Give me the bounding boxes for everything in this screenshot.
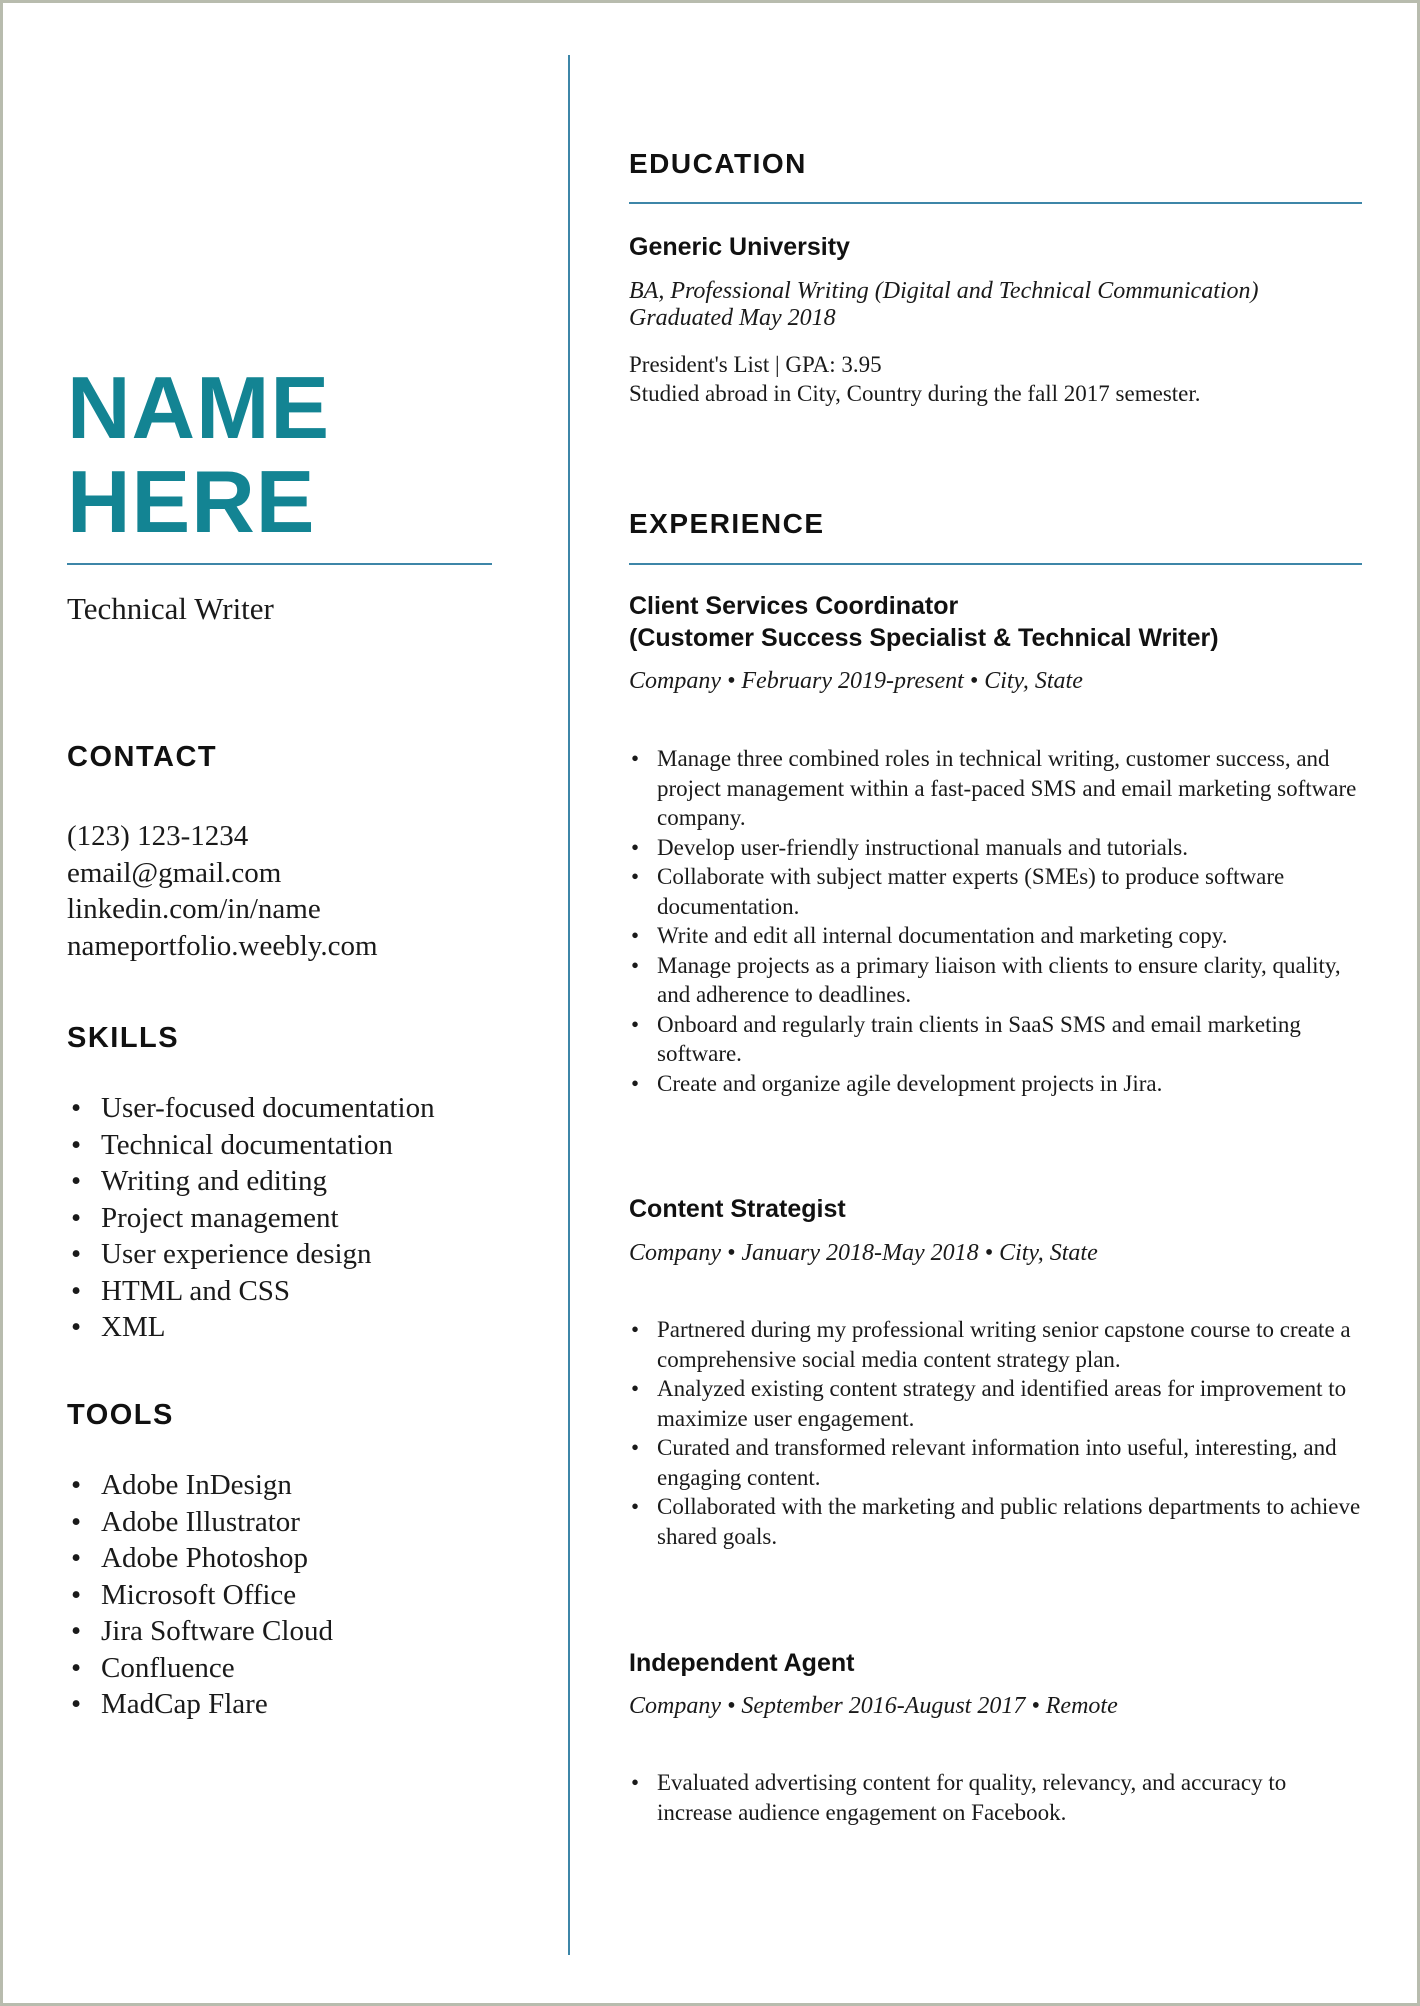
candidate-name [67, 358, 331, 551]
skill-item: • Project management [67, 1200, 435, 1237]
contact-portfolio: nameportfolio.weebly.com [67, 929, 378, 962]
bullet-item: • Onboard and regularly train clients in SaaS SMS and email marketing software. [629, 1010, 1364, 1069]
tool-item: • Adobe InDesign [67, 1467, 333, 1504]
skill-item: • Writing and editing [67, 1163, 435, 1200]
honors: President's List | GPA: 3.95 [629, 352, 882, 377]
skill-item: • User-focused documentation [67, 1090, 435, 1127]
job-bullets-1 [629, 744, 1364, 1098]
tools-heading: TOOLS [67, 1399, 174, 1431]
study-abroad: Studied abroad in City, Country during the fall 2017 semester. [629, 381, 1201, 406]
job-title-1: Client Services Coordinator [629, 592, 959, 620]
bullet-item: • Curated and transformed relevant information into useful, interesting, and engaging content. [629, 1433, 1364, 1492]
tool-item: • Jira Software Cloud [67, 1613, 333, 1650]
tool-item: • Adobe Illustrator [67, 1504, 333, 1541]
job-title-3: Independent Agent [629, 1649, 855, 1677]
bullet-item: • Partnered during my professional writing senior capstone course to create a comprehensive social media content strategy plan. [629, 1315, 1364, 1374]
bullet-item: • Analyzed existing content strategy and identified areas for improvement to maximize user engagement. [629, 1374, 1364, 1433]
skill-item: • XML [67, 1309, 435, 1346]
tool-item: • Confluence [67, 1650, 333, 1687]
skill-item: • HTML and CSS [67, 1273, 435, 1310]
job-title-2: Content Strategist [629, 1195, 846, 1223]
experience-rule [629, 563, 1362, 565]
job-title: Technical Writer [67, 591, 274, 626]
skill-item: • User experience design [67, 1236, 435, 1273]
name-underline [67, 563, 492, 565]
skills-list [67, 1090, 435, 1346]
tool-item: • Microsoft Office [67, 1577, 333, 1614]
job-meta-2: Company • January 2018-May 2018 • City, State [629, 1240, 1098, 1266]
education-heading: EDUCATION [629, 148, 807, 179]
contact-email: email@gmail.com [67, 856, 282, 889]
education-rule [629, 202, 1362, 204]
job-bullets-2 [629, 1315, 1364, 1551]
job-bullets-3 [629, 1768, 1364, 1827]
job-meta-1: Company • February 2019-present • City, State [629, 668, 1083, 694]
bullet-item: • Create and organize agile development projects in Jira. [629, 1069, 1364, 1099]
job-title-1-detail: (Customer Success Specialist & Technical Writer) [629, 624, 1219, 652]
name-line-1: NAME [67, 358, 331, 457]
contact-heading: CONTACT [67, 741, 218, 773]
job-meta-3: Company • September 2016-August 2017 • Remote [629, 1693, 1118, 1719]
contact-linkedin: linkedin.com/in/name [67, 893, 321, 925]
tool-item: • MadCap Flare [67, 1686, 333, 1723]
experience-heading: EXPERIENCE [629, 508, 825, 539]
resume-page [3, 3, 1417, 2003]
bullet-item: • Collaborated with the marketing and public relations departments to achieve shared goals. [629, 1492, 1364, 1551]
skill-item: • Technical documentation [67, 1127, 435, 1164]
column-divider [568, 55, 570, 1955]
bullet-item: • Collaborate with subject matter experts (SMEs) to produce software documentation. [629, 862, 1364, 921]
bullet-item: • Manage projects as a primary liaison with clients to ensure clarity, quality, and adherence to deadlines. [629, 951, 1364, 1010]
skills-heading: SKILLS [67, 1022, 180, 1054]
bullet-item: • Evaluated advertising content for quality, relevancy, and accuracy to increase audience engagement on Facebook. [629, 1768, 1364, 1827]
contact-list [67, 818, 378, 964]
degree: BA, Professional Writing (Digital and Technical Communication) [629, 278, 1259, 304]
bullet-item: • Write and edit all internal documentation and marketing copy. [629, 921, 1364, 951]
name-line-2: HERE [67, 452, 316, 551]
bullet-item: • Develop user-friendly instructional manuals and tutorials. [629, 833, 1364, 863]
bullet-item: • Manage three combined roles in technical writing, customer success, and project management within a fast-paced SMS and email marketing software company. [629, 744, 1364, 833]
graduation-date: Graduated May 2018 [629, 305, 836, 331]
tool-item: • Adobe Photoshop [67, 1540, 333, 1577]
contact-phone: (123) 123-1234 [67, 820, 249, 852]
tools-list [67, 1467, 333, 1723]
school-name: Generic University [629, 233, 850, 261]
